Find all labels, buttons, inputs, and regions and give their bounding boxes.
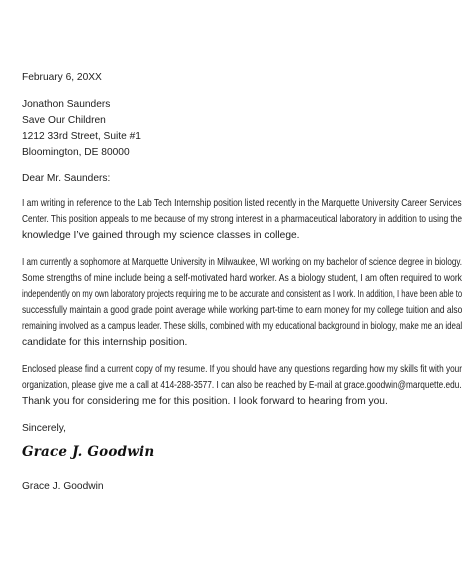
paragraph-2-line: independently on my own laboratory projects requiring me to be accurate and consistent as I work. In addition, I have been able to	[22, 289, 463, 300]
paragraph-2-line: I am currently a sophomore at Marquette University in Milwaukee, WI working on my bachelor of science degree in biology.	[22, 257, 463, 268]
closing: Sincerely,	[22, 423, 66, 434]
recipient-name: Jonathon Saunders	[22, 99, 111, 110]
recipient-organization: Save Our Children	[22, 115, 106, 126]
paragraph-1-line: Center. This position appeals to me because of my strong interest in a pharmaceutical laboratory in addition to using the	[22, 214, 463, 225]
sender-name: Grace J. Goodwin	[22, 481, 104, 492]
salutation: Dear Mr. Saunders:	[22, 173, 111, 184]
paragraph-1-line: I am writing in reference to the Lab Tech Internship position listed recently in the Marquette University Career Services	[22, 198, 462, 209]
paragraph-2-line: candidate for this internship position.	[22, 337, 188, 348]
handwritten-signature: Grace J. Goodwin	[22, 444, 155, 460]
paragraph-3-line: Enclosed please find a current copy of my resume. If you should have any questions regarding how my skills fit with your	[22, 364, 463, 375]
recipient-street: 1212 33rd Street, Suite #1	[22, 131, 141, 142]
paragraph-2-line: remaining involved as a campus leader. These skills, combined with my educational background in biology, make me an ideal	[22, 321, 463, 332]
paragraph-1-line: knowledge I’ve gained through my science classes in college.	[22, 230, 300, 241]
paragraph-2-line: Some strengths of mine include being a self-motivated hard worker. As a biology student, I am often required to work	[22, 273, 462, 284]
paragraph-2-line: successfully maintain a good grade point average while working part-time to earn money for my college tuition and also	[22, 305, 463, 316]
paragraph-3-line: organization, please give me a call at 414-288-3577. I can also be reached by E-mail at grace.goodwin@marquette.edu.	[22, 380, 462, 391]
paragraph-3-line: Thank you for considering me for this position. I look forward to hearing from you.	[22, 396, 388, 407]
letter-date: February 6, 20XX	[22, 72, 102, 83]
recipient-city: Bloomington, DE 80000	[22, 147, 130, 158]
